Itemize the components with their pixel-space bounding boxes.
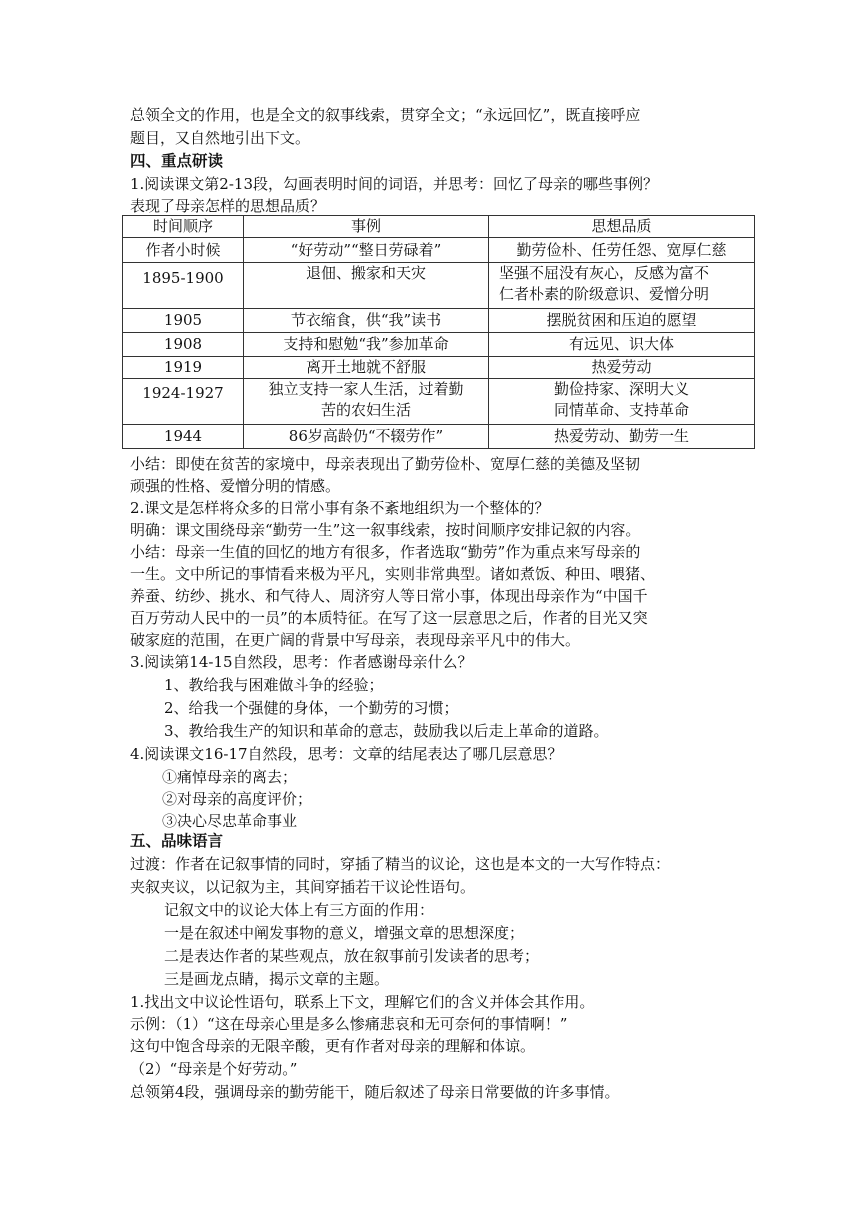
summary-2-line: 小结：母亲一生值的回忆的地方有很多，作者选取“勤劳”作为重点来写母亲的 — [130, 543, 641, 561]
time-cell: 1944 — [123, 425, 244, 449]
question-3-item: 1、教给我与困难做斗争的经验； — [164, 676, 384, 694]
question-4-item: ③决心尽忠革命事业 — [162, 812, 298, 830]
summary-2-line: 一生。文中所记的事情看来极为平凡，实则非常典型。诸如煮饭、种田、喂猪、 — [130, 565, 656, 583]
example-1: 示例：（1）“这在母亲心里是多么惨痛悲哀和无可奈何的事情啊！” — [130, 1015, 568, 1033]
time-cell: 作者小时候 — [123, 238, 244, 263]
question-4-item: ②对母亲的高度评价； — [162, 790, 313, 808]
question-3: 3.阅读第14-15自然段，思考：作者感谢母亲什么？ — [130, 653, 473, 671]
event-cell: 86岁高龄仍“不辍劳作” — [244, 425, 489, 449]
table-row — [123, 379, 755, 425]
summary-2-line: 养蚕、纺纱、挑水、和气待人、周济穷人等日常小事，体现出母亲作为“中国千 — [130, 587, 648, 605]
table-row — [123, 425, 755, 449]
question-1-line-1: 1.阅读课文第2-13段，勾画表明时间的词语，并思考：回忆了母亲的哪些事例？ — [130, 175, 659, 193]
task-1: 1.找出文中议论性语句，联系上下文，理解它们的含义并体会其作用。 — [130, 993, 595, 1011]
quality-line: 勤俭持家、深明大义 — [553, 380, 689, 398]
example-2: （2）“母亲是个好劳动。” — [130, 1060, 298, 1078]
question-2: 2.课文是怎样将众多的日常小事有条不紊地组织为一个整体的？ — [130, 499, 550, 517]
event-line: 独立支持一家人生活，过着勤 — [268, 380, 464, 398]
time-cell: 1924-1927 — [123, 379, 244, 425]
summary-1-line-2: 顽强的性格、爱憎分明的情感。 — [130, 477, 341, 495]
time-cell: 1905 — [123, 309, 244, 333]
function-line: 一是在叙述中阐发事物的意义，增强文章的思想深度； — [164, 924, 525, 942]
quality-cell: 热爱劳动 — [489, 357, 755, 379]
example-2-note: 总领第4段，强调母亲的勤劳能干，随后叙述了母亲日常要做的许多事情。 — [130, 1083, 620, 1101]
example-1-note: 这句中饱含母亲的无限辛酸，更有作者对母亲的理解和体谅。 — [130, 1037, 536, 1055]
table-row — [123, 263, 755, 309]
table-header-row — [123, 216, 755, 238]
question-1-line-2: 表现了母亲怎样的思想品质？ — [130, 197, 326, 215]
table-row — [123, 333, 755, 357]
quality-cell: 有远见、识大体 — [489, 333, 755, 357]
quality-line: 同情革命、支持革命 — [553, 401, 689, 419]
intro-line-2: 题目，又自然地引出下文。 — [130, 129, 311, 147]
function-line: 三是画龙点睛，揭示文章的主题。 — [164, 970, 390, 988]
transition-line-1: 过渡：作者在记叙事情的同时，穿插了精当的议论，这也是本文的一大写作特点： — [130, 855, 671, 873]
question-4-item: ①痛悼母亲的离去； — [162, 768, 298, 786]
table-header-event: 事例 — [244, 216, 489, 238]
time-cell: 1919 — [123, 357, 244, 379]
time-cell: 1895-1900 — [123, 263, 244, 309]
table-header-quality: 思想品质 — [489, 216, 755, 238]
mother-deeds-table — [122, 215, 755, 449]
quality-line: 坚强不屈没有灰心，反感为富不 — [499, 264, 710, 282]
function-line: 记叙文中的议论大体上有三方面的作用： — [164, 901, 435, 919]
question-3-item: 2、给我一个强健的身体，一个勤劳的习惯； — [164, 699, 459, 717]
function-line: 二是表达作者的某些观点，放在叙事前引发读者的思考； — [164, 947, 540, 965]
quality-cell — [489, 379, 755, 425]
event-cell: “好劳动”“整日劳碌着” — [244, 238, 489, 263]
section-4-heading: 四、重点研读 — [130, 152, 224, 170]
intro-line-1: 总领全文的作用，也是全文的叙事线索，贯穿全文；“永远回忆”，既直接呼应 — [130, 106, 641, 124]
question-2-answer: 明确：课文围绕母亲“勤劳一生”这一叙事线索，按时间顺序安排记叙的内容。 — [130, 521, 641, 539]
section-5-heading: 五、品味语言 — [130, 832, 224, 850]
quality-line: 仁者朴素的阶级意识、爱憎分明 — [499, 285, 710, 303]
table-row — [123, 309, 755, 333]
time-cell: 1908 — [123, 333, 244, 357]
summary-2-line: 破家庭的范围，在更广阔的背景中写母亲，表现母亲平凡中的伟大。 — [130, 631, 581, 649]
quality-cell — [489, 263, 755, 309]
summary-2-line: 百万劳动人民中的一员”的本质特征。在写了这一层意思之后，作者的目光又突 — [130, 609, 648, 627]
event-line: 苦的农妇生活 — [320, 401, 411, 419]
quality-cell: 摆脱贫困和压迫的愿望 — [489, 309, 755, 333]
table-row — [123, 238, 755, 263]
event-cell — [244, 379, 489, 425]
summary-1-line-1: 小结：即使在贫苦的家境中，母亲表现出了勤劳俭朴、宽厚仁慈的美德及坚韧 — [130, 455, 641, 473]
question-3-item: 3、教给我生产的知识和革命的意志，鼓励我以后走上革命的道路。 — [164, 722, 609, 740]
quality-cell: 热爱劳动、勤劳一生 — [489, 425, 755, 449]
event-cell: 支持和慰勉“我”参加革命 — [244, 333, 489, 357]
table-row — [123, 357, 755, 379]
quality-cell: 勤劳俭朴、任劳任怨、宽厚仁慈 — [489, 238, 755, 263]
event-cell: 离开土地就不舒服 — [244, 357, 489, 379]
transition-line-2: 夹叙夹议，以记叙为主，其间穿插若干议论性语句。 — [130, 878, 476, 896]
question-4: 4.阅读课文16-17自然段，思考：文章的结尾表达了哪几层意思？ — [130, 745, 563, 763]
event-cell: 退佃、搬家和天灾 — [244, 263, 489, 309]
event-cell: 节衣缩食，供“我”读书 — [244, 309, 489, 333]
table-header-time: 时间顺序 — [123, 216, 244, 238]
